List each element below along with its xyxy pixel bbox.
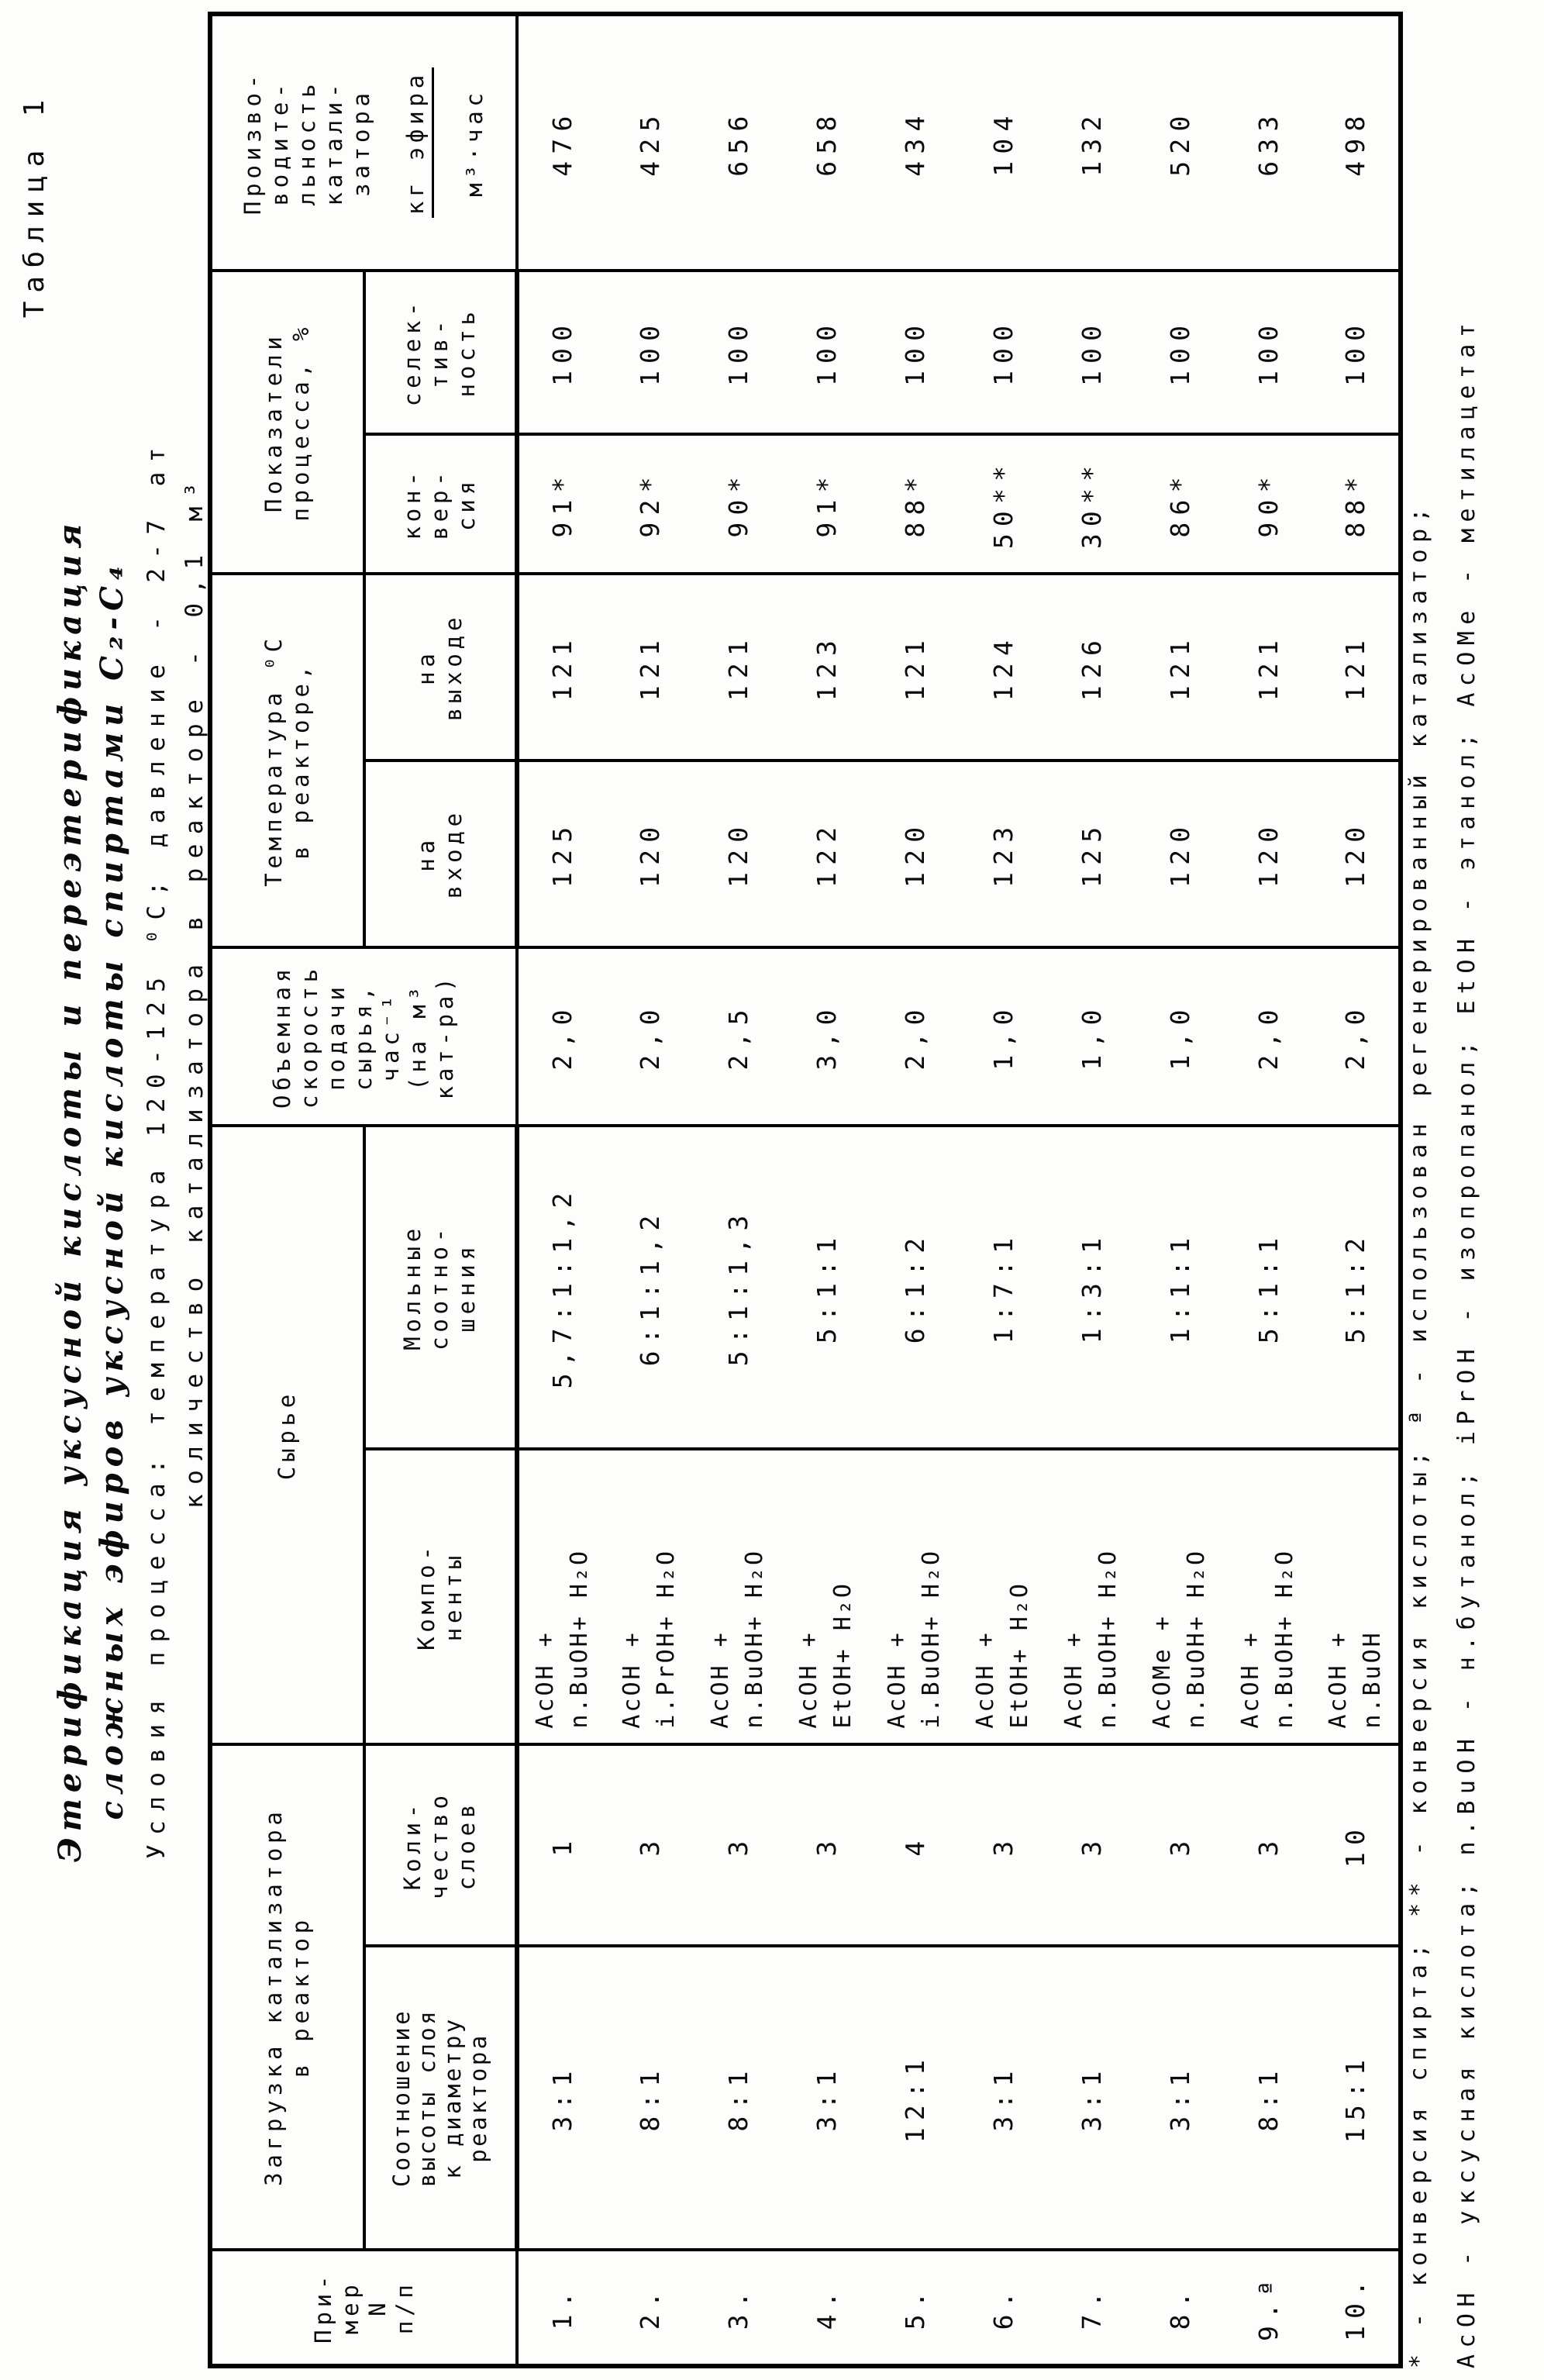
table-row xyxy=(782,14,870,2366)
cell-layers-count: 3 xyxy=(1136,1744,1224,1947)
document-title xyxy=(50,0,133,2380)
cell-temp-outlet: 121 xyxy=(694,574,782,761)
col-header-layers-count: Коли- чество слоев xyxy=(364,1744,517,1947)
cell-example-number: 2. xyxy=(605,2250,694,2366)
cell-conversion: 30** xyxy=(1047,434,1136,574)
cell-productivity: 104 xyxy=(959,14,1047,271)
cell-molar-ratio: 1:3:1 xyxy=(1047,1126,1136,1448)
cell-example-number: 1. xyxy=(517,2250,605,2366)
cell-conversion: 88* xyxy=(1312,434,1401,574)
cell-selectivity: 100 xyxy=(959,271,1047,434)
cell-temp-inlet: 120 xyxy=(1224,761,1312,947)
cell-molar-ratio: 5,7:1:1,2 xyxy=(517,1126,605,1448)
cell-example-number: 5. xyxy=(870,2250,959,2366)
cell-temp-inlet: 125 xyxy=(517,761,605,947)
cell-feed-rate: 2,0 xyxy=(1224,947,1312,1126)
table-row xyxy=(1224,14,1312,2366)
cell-molar-ratio: 5:1:1 xyxy=(782,1126,870,1448)
cell-example-number: 10. xyxy=(1312,2250,1401,2366)
cell-components: AcOH + EtOH+ H₂O xyxy=(782,1449,870,1744)
results-table xyxy=(208,12,1403,2368)
cell-productivity: 498 xyxy=(1312,14,1401,271)
cell-molar-ratio: 6:1:2 xyxy=(870,1126,959,1448)
cell-height-diameter-ratio: 3:1 xyxy=(1047,1946,1136,2249)
cell-temp-outlet: 123 xyxy=(782,574,870,761)
col-header-catalyst-loading-group: Загрузка катализатора в реактор xyxy=(210,1744,364,2250)
cell-height-diameter-ratio: 15:1 xyxy=(1312,1946,1401,2249)
cell-feed-rate: 2,0 xyxy=(605,947,694,1126)
cell-conversion: 86* xyxy=(1136,434,1224,574)
results-table-body xyxy=(517,14,1401,2366)
cell-example-number: 6. xyxy=(959,2250,1047,2366)
col-header-selectivity: селек- тив- ность xyxy=(364,271,517,434)
cell-layers-count: 4 xyxy=(870,1744,959,1947)
cell-height-diameter-ratio: 8:1 xyxy=(605,1946,694,2249)
cell-conversion: 90* xyxy=(694,434,782,574)
cell-molar-ratio: 5:1:1,3 xyxy=(694,1126,782,1448)
col-header-components: Компо- ненты xyxy=(364,1449,517,1744)
cell-selectivity: 100 xyxy=(1136,271,1224,434)
cell-selectivity: 100 xyxy=(782,271,870,434)
cell-temp-inlet: 120 xyxy=(605,761,694,947)
cell-molar-ratio: 1:1:1 xyxy=(1136,1126,1224,1448)
cell-components: AcOH + n.BuOH+ H₂O xyxy=(1047,1449,1136,1744)
cell-temp-outlet: 121 xyxy=(1224,574,1312,761)
cell-productivity: 658 xyxy=(782,14,870,271)
cell-height-diameter-ratio: 3:1 xyxy=(782,1946,870,2249)
cell-molar-ratio: 5:1:2 xyxy=(1312,1126,1401,1448)
col-header-productivity xyxy=(210,14,517,271)
table-row xyxy=(694,14,782,2366)
col-header-process-indicators-group: Показатели процесса, % xyxy=(210,271,364,574)
cell-height-diameter-ratio: 8:1 xyxy=(694,1946,782,2249)
table-row xyxy=(1312,14,1401,2366)
table-number-label: Таблица 1 xyxy=(19,91,50,319)
cell-feed-rate: 2,5 xyxy=(694,947,782,1126)
cell-feed-rate: 2,0 xyxy=(870,947,959,1126)
cell-components: AcOH + i.BuOH+ H₂O xyxy=(870,1449,959,1744)
cell-layers-count: 3 xyxy=(959,1744,1047,1947)
cell-temp-inlet: 120 xyxy=(870,761,959,947)
cell-example-number: 9.ª xyxy=(1224,2250,1312,2366)
cell-components: AcOH + n.BuOH+ H₂O xyxy=(1224,1449,1312,1744)
cell-molar-ratio: 6:1:1,2 xyxy=(605,1126,694,1448)
cell-height-diameter-ratio: 3:1 xyxy=(959,1946,1047,2249)
col-header-temp-outlet: на выходе xyxy=(364,574,517,761)
cell-productivity: 434 xyxy=(870,14,959,271)
cell-selectivity: 100 xyxy=(870,271,959,434)
cell-selectivity: 100 xyxy=(517,271,605,434)
cell-conversion: 92* xyxy=(605,434,694,574)
cell-layers-count: 10 xyxy=(1312,1744,1401,1947)
cell-temp-inlet: 125 xyxy=(1047,761,1136,947)
cell-height-diameter-ratio: 3:1 xyxy=(1136,1946,1224,2249)
document-title-line2: сложных эфиров уксусной кислоты спиртами С₂-С₄ xyxy=(94,560,130,1820)
cell-feed-rate: 1,0 xyxy=(1047,947,1136,1126)
cell-molar-ratio: 1:7:1 xyxy=(959,1126,1047,1448)
footnote-line1: * - конверсия спирта; ** - конверсия кислоты; ª - использован регенерированный катализатор; xyxy=(1405,502,1432,2368)
cell-components: AcOH + i.PrOH+ H₂O xyxy=(605,1449,694,1744)
col-header-molar-ratios: Мольные соотно- шения xyxy=(364,1126,517,1448)
table-row xyxy=(959,14,1047,2366)
col-header-conversion: кон- вер- сия xyxy=(364,434,517,574)
process-conditions-line1: Условия процесса: температура 120-125 ⁰С; давление - 2-7 ат xyxy=(143,438,171,1859)
col-header-height-diameter-ratio: Соотношение высоты слоя к диаметру реактора xyxy=(364,1946,517,2249)
cell-components: AcOH + EtOH+ H₂O xyxy=(959,1449,1047,1744)
cell-selectivity: 100 xyxy=(605,271,694,434)
cell-selectivity: 100 xyxy=(1047,271,1136,434)
productivity-label-lines: Произво- водите- льность катали- затора xyxy=(240,71,374,216)
cell-temp-outlet: 121 xyxy=(605,574,694,761)
process-conditions xyxy=(138,438,214,1859)
cell-temp-outlet: 121 xyxy=(1312,574,1401,761)
cell-selectivity: 100 xyxy=(1312,271,1401,434)
cell-components: AcOH + n.BuOH xyxy=(1312,1449,1401,1744)
cell-feed-rate: 1,0 xyxy=(1136,947,1224,1126)
cell-components: AcOMe + n.BuOH+ H₂O xyxy=(1136,1449,1224,1744)
cell-layers-count: 3 xyxy=(782,1744,870,1947)
cell-conversion: 88* xyxy=(870,434,959,574)
cell-temp-inlet: 120 xyxy=(1136,761,1224,947)
cell-temp-outlet: 121 xyxy=(517,574,605,761)
cell-temp-outlet: 121 xyxy=(870,574,959,761)
col-header-temperature-group: Температура ⁰С в реакторе, xyxy=(210,574,364,947)
document-title-line1: Этерификация уксусной кислоты и переэтерификация xyxy=(52,517,88,1863)
cell-feed-rate: 2,0 xyxy=(1312,947,1401,1126)
cell-temp-outlet: 126 xyxy=(1047,574,1136,761)
process-conditions-line2: количество катализатора в реакторе - 0,1 м³ xyxy=(181,473,209,1509)
cell-components: AcOH + n.BuOH+ H₂O xyxy=(517,1449,605,1744)
cell-layers-count: 3 xyxy=(1224,1744,1312,1947)
table-row xyxy=(517,14,605,2366)
cell-feed-rate: 1,0 xyxy=(959,947,1047,1126)
cell-height-diameter-ratio: 8:1 xyxy=(1224,1946,1312,2249)
cell-height-diameter-ratio: 12:1 xyxy=(870,1946,959,2249)
col-header-temp-inlet: на входе xyxy=(364,761,517,947)
col-header-example-number: При- мер N п/п xyxy=(210,2250,517,2366)
col-header-feed-rate: Объемная скорость подачи сырья, час⁻¹ (на м³ кат-ра) xyxy=(210,947,517,1126)
cell-productivity: 476 xyxy=(517,14,605,271)
cell-layers-count: 3 xyxy=(694,1744,782,1947)
table-row xyxy=(605,14,694,2366)
table-row xyxy=(1047,14,1136,2366)
cell-temp-outlet: 124 xyxy=(959,574,1047,761)
cell-selectivity: 100 xyxy=(694,271,782,434)
cell-productivity: 132 xyxy=(1047,14,1136,271)
cell-temp-inlet: 120 xyxy=(694,761,782,947)
col-header-feedstock-group: Сырье xyxy=(210,1126,364,1744)
cell-temp-inlet: 123 xyxy=(959,761,1047,947)
cell-example-number: 4. xyxy=(782,2250,870,2366)
table-row xyxy=(870,14,959,2366)
footnote-line2: AcOH - уксусная кислота; n.BuOH - н.бутанол; iPrOH - изопропанол; EtOH - этанол; AcOMe - метилацетат xyxy=(1453,316,1480,2368)
table-row xyxy=(1136,14,1224,2366)
cell-example-number: 8. xyxy=(1136,2250,1224,2366)
cell-feed-rate: 3,0 xyxy=(782,947,870,1126)
cell-productivity: 425 xyxy=(605,14,694,271)
cell-conversion: 91* xyxy=(782,434,870,574)
productivity-unit-denominator: м³·час xyxy=(461,88,488,197)
cell-conversion: 50** xyxy=(959,434,1047,574)
cell-layers-count: 3 xyxy=(1047,1744,1136,1947)
cell-temp-inlet: 120 xyxy=(1312,761,1401,947)
cell-molar-ratio: 5:1:1 xyxy=(1224,1126,1312,1448)
cell-example-number: 7. xyxy=(1047,2250,1136,2366)
cell-productivity: 633 xyxy=(1224,14,1312,271)
cell-layers-count: 1 xyxy=(517,1744,605,1947)
cell-selectivity: 100 xyxy=(1224,271,1312,434)
cell-example-number: 3. xyxy=(694,2250,782,2366)
cell-productivity: 656 xyxy=(694,14,782,271)
cell-feed-rate: 2,0 xyxy=(517,947,605,1126)
cell-conversion: 91* xyxy=(517,434,605,574)
cell-temp-outlet: 121 xyxy=(1136,574,1224,761)
cell-conversion: 90* xyxy=(1224,434,1312,574)
cell-layers-count: 3 xyxy=(605,1744,694,1947)
cell-components: AcOH + n.BuOH+ H₂O xyxy=(694,1449,782,1744)
footnotes xyxy=(1395,317,1491,2368)
productivity-unit-numerator: кг эфира xyxy=(402,67,434,218)
cell-height-diameter-ratio: 3:1 xyxy=(517,1946,605,2249)
cell-temp-inlet: 122 xyxy=(782,761,870,947)
cell-productivity: 520 xyxy=(1136,14,1224,271)
